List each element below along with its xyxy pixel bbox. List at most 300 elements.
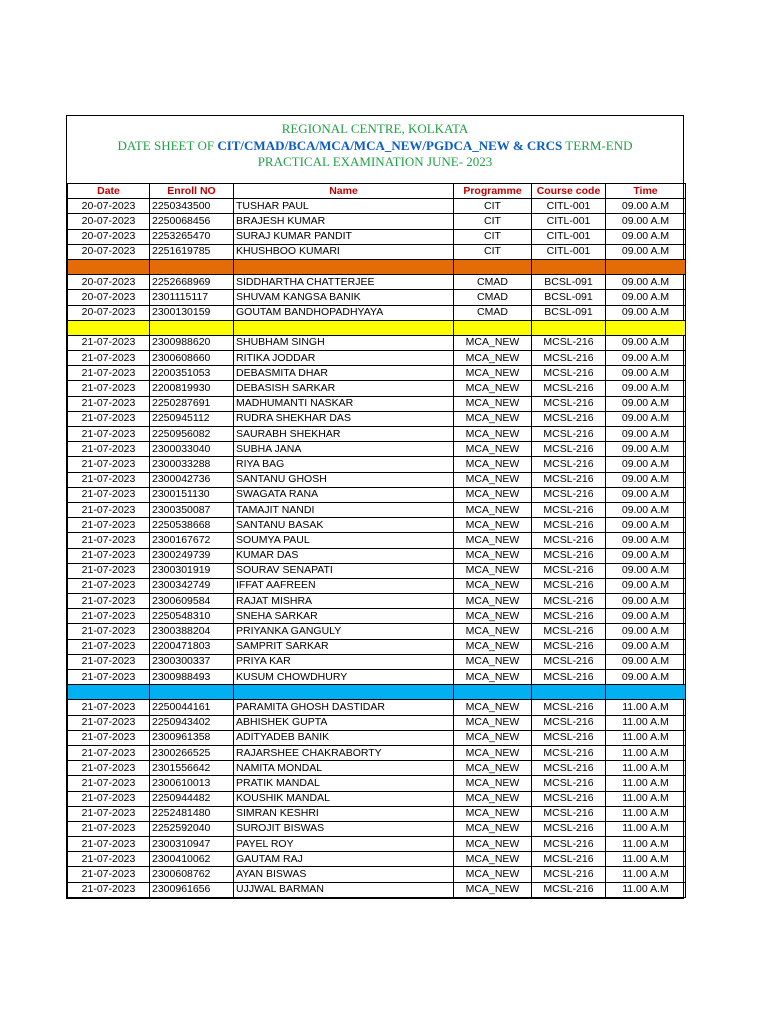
course-code-cell: MCSL-216 bbox=[532, 852, 606, 867]
time-cell: 09.00 A.M bbox=[606, 381, 686, 396]
separator-cell bbox=[150, 259, 234, 274]
course-code-cell: MCSL-216 bbox=[532, 821, 606, 836]
table-row bbox=[68, 502, 686, 517]
name-cell: SAMPRIT SARKAR bbox=[234, 639, 454, 654]
programme-cell: MCA_NEW bbox=[454, 457, 532, 472]
separator-cell bbox=[234, 259, 454, 274]
date-cell: 21-07-2023 bbox=[68, 457, 150, 472]
name-cell: IFFAT AAFREEN bbox=[234, 578, 454, 593]
time-cell: 09.00 A.M bbox=[606, 290, 686, 305]
date-cell: 21-07-2023 bbox=[68, 335, 150, 350]
date-cell: 21-07-2023 bbox=[68, 518, 150, 533]
date-cell: 21-07-2023 bbox=[68, 624, 150, 639]
name-cell: SHUVAM KANGSA BANIK bbox=[234, 290, 454, 305]
time-cell: 09.00 A.M bbox=[606, 427, 686, 442]
time-cell: 11.00 A.M bbox=[606, 730, 686, 745]
course-code-cell: MCSL-216 bbox=[532, 457, 606, 472]
programme-cell: CIT bbox=[454, 229, 532, 244]
separator-cell bbox=[454, 259, 532, 274]
time-cell: 09.00 A.M bbox=[606, 670, 686, 685]
enroll-cell: 2300608762 bbox=[150, 867, 234, 882]
programme-cell: MCA_NEW bbox=[454, 335, 532, 350]
programme-cell: CIT bbox=[454, 199, 532, 214]
enroll-cell: 2250287691 bbox=[150, 396, 234, 411]
course-code-cell: MCSL-216 bbox=[532, 411, 606, 426]
date-cell: 20-07-2023 bbox=[68, 244, 150, 259]
programme-cell: MCA_NEW bbox=[454, 852, 532, 867]
course-code-cell: MCSL-216 bbox=[532, 776, 606, 791]
programme-cell: MCA_NEW bbox=[454, 639, 532, 654]
separator-cell bbox=[606, 685, 686, 700]
date-sheet-title bbox=[67, 138, 683, 155]
date-cell: 20-07-2023 bbox=[68, 229, 150, 244]
time-cell: 09.00 A.M bbox=[606, 396, 686, 411]
name-cell: KOUSHIK MANDAL bbox=[234, 791, 454, 806]
programme-cell: MCA_NEW bbox=[454, 821, 532, 836]
programme-cell: MCA_NEW bbox=[454, 624, 532, 639]
time-cell: 09.00 A.M bbox=[606, 305, 686, 320]
name-cell: UJJWAL BARMAN bbox=[234, 882, 454, 897]
programme-cell: MCA_NEW bbox=[454, 533, 532, 548]
separator-cell bbox=[68, 259, 150, 274]
time-cell: 09.00 A.M bbox=[606, 533, 686, 548]
programme-cell: MCA_NEW bbox=[454, 654, 532, 669]
table-row bbox=[68, 290, 686, 305]
name-cell: SANTANU GHOSH bbox=[234, 472, 454, 487]
name-cell: DEBASMITA DHAR bbox=[234, 366, 454, 381]
enroll-cell: 2250548310 bbox=[150, 609, 234, 624]
col-header-time: Time bbox=[606, 184, 686, 199]
group-separator-row bbox=[68, 320, 686, 335]
enroll-cell: 2300608660 bbox=[150, 351, 234, 366]
name-cell: PRIYA KAR bbox=[234, 654, 454, 669]
programme-cell: MCA_NEW bbox=[454, 837, 532, 852]
enroll-cell: 2300310947 bbox=[150, 837, 234, 852]
col-header-name: Name bbox=[234, 184, 454, 199]
enroll-cell: 2250538668 bbox=[150, 518, 234, 533]
programme-cell: MCA_NEW bbox=[454, 366, 532, 381]
sheet-header bbox=[67, 116, 683, 183]
course-code-cell: MCSL-216 bbox=[532, 442, 606, 457]
programme-cell: MCA_NEW bbox=[454, 487, 532, 502]
centre-title: REGIONAL CENTRE, KOLKATA bbox=[281, 121, 469, 136]
name-cell: GOUTAM BANDHOPADHYAYA bbox=[234, 305, 454, 320]
time-cell: 09.00 A.M bbox=[606, 654, 686, 669]
table-row bbox=[68, 533, 686, 548]
name-cell: SIDDHARTHA CHATTERJEE bbox=[234, 275, 454, 290]
name-cell: SHUBHAM SINGH bbox=[234, 335, 454, 350]
course-code-cell: MCSL-216 bbox=[532, 639, 606, 654]
time-cell: 11.00 A.M bbox=[606, 791, 686, 806]
name-cell: PRATIK MANDAL bbox=[234, 776, 454, 791]
table-row bbox=[68, 548, 686, 563]
date-cell: 21-07-2023 bbox=[68, 882, 150, 897]
exam-title: PRACTICAL EXAMINATION JUNE- 2023 bbox=[257, 154, 493, 169]
enroll-cell: 2250068456 bbox=[150, 214, 234, 229]
course-code-cell: MCSL-216 bbox=[532, 806, 606, 821]
programme-cell: MCA_NEW bbox=[454, 806, 532, 821]
programme-cell: MCA_NEW bbox=[454, 882, 532, 897]
programme-cell: CIT bbox=[454, 244, 532, 259]
table-row bbox=[68, 411, 686, 426]
table-row bbox=[68, 381, 686, 396]
course-code-cell: MCSL-216 bbox=[532, 518, 606, 533]
table-row bbox=[68, 305, 686, 320]
time-cell: 09.00 A.M bbox=[606, 442, 686, 457]
programme-cell: MCA_NEW bbox=[454, 518, 532, 533]
name-cell: PARAMITA GHOSH DASTIDAR bbox=[234, 700, 454, 715]
table-row bbox=[68, 624, 686, 639]
name-cell: KUMAR DAS bbox=[234, 548, 454, 563]
name-cell: RITIKA JODDAR bbox=[234, 351, 454, 366]
col-header-date: Date bbox=[68, 184, 150, 199]
table-row bbox=[68, 594, 686, 609]
enroll-cell: 2300249739 bbox=[150, 548, 234, 563]
table-row bbox=[68, 275, 686, 290]
date-cell: 21-07-2023 bbox=[68, 639, 150, 654]
course-code-cell: BCSL-091 bbox=[532, 305, 606, 320]
time-cell: 09.00 A.M bbox=[606, 335, 686, 350]
separator-cell bbox=[68, 685, 150, 700]
enroll-cell: 2252668969 bbox=[150, 275, 234, 290]
name-cell: PRIYANKA GANGULY bbox=[234, 624, 454, 639]
programme-cell: MCA_NEW bbox=[454, 396, 532, 411]
course-code-cell: MCSL-216 bbox=[532, 791, 606, 806]
enroll-cell: 2300151130 bbox=[150, 487, 234, 502]
date-cell: 21-07-2023 bbox=[68, 761, 150, 776]
name-cell: TUSHAR PAUL bbox=[234, 199, 454, 214]
date-cell: 21-07-2023 bbox=[68, 776, 150, 791]
table-row bbox=[68, 837, 686, 852]
date-cell: 21-07-2023 bbox=[68, 654, 150, 669]
time-cell: 09.00 A.M bbox=[606, 244, 686, 259]
separator-cell bbox=[532, 320, 606, 335]
name-cell: SUBHA JANA bbox=[234, 442, 454, 457]
enroll-cell: 2300988620 bbox=[150, 335, 234, 350]
name-cell: ADITYADEB BANIK bbox=[234, 730, 454, 745]
time-cell: 11.00 A.M bbox=[606, 745, 686, 760]
group-separator-row bbox=[68, 259, 686, 274]
table-row bbox=[68, 229, 686, 244]
group-separator-row bbox=[68, 685, 686, 700]
date-cell: 21-07-2023 bbox=[68, 472, 150, 487]
programme-cell: MCA_NEW bbox=[454, 776, 532, 791]
date-cell: 21-07-2023 bbox=[68, 700, 150, 715]
table-row bbox=[68, 335, 686, 350]
course-code-cell: MCSL-216 bbox=[532, 594, 606, 609]
course-code-cell: MCSL-216 bbox=[532, 351, 606, 366]
course-code-cell: MCSL-216 bbox=[532, 472, 606, 487]
separator-cell bbox=[234, 685, 454, 700]
course-code-cell: MCSL-216 bbox=[532, 670, 606, 685]
separator-cell bbox=[68, 320, 150, 335]
table-row bbox=[68, 366, 686, 381]
date-cell: 21-07-2023 bbox=[68, 533, 150, 548]
course-code-cell: MCSL-216 bbox=[532, 533, 606, 548]
course-code-cell: MCSL-216 bbox=[532, 654, 606, 669]
date-cell: 21-07-2023 bbox=[68, 745, 150, 760]
enroll-cell: 2300266525 bbox=[150, 745, 234, 760]
table-row bbox=[68, 745, 686, 760]
enroll-cell: 2250945112 bbox=[150, 411, 234, 426]
time-cell: 11.00 A.M bbox=[606, 821, 686, 836]
enroll-cell: 2300301919 bbox=[150, 563, 234, 578]
date-cell: 21-07-2023 bbox=[68, 791, 150, 806]
course-code-cell: BCSL-091 bbox=[532, 290, 606, 305]
enroll-cell: 2250956082 bbox=[150, 427, 234, 442]
programme-cell: CIT bbox=[454, 214, 532, 229]
name-cell: KUSUM CHOWDHURY bbox=[234, 670, 454, 685]
date-cell: 21-07-2023 bbox=[68, 487, 150, 502]
enroll-cell: 2300042736 bbox=[150, 472, 234, 487]
col-header-enroll: Enroll NO bbox=[150, 184, 234, 199]
course-code-cell: MCSL-216 bbox=[532, 867, 606, 882]
name-cell: KHUSHBOO KUMARI bbox=[234, 244, 454, 259]
table-row bbox=[68, 214, 686, 229]
programme-cell: MCA_NEW bbox=[454, 472, 532, 487]
time-cell: 11.00 A.M bbox=[606, 715, 686, 730]
course-code-cell: CITL-001 bbox=[532, 199, 606, 214]
programme-cell: MCA_NEW bbox=[454, 594, 532, 609]
time-cell: 09.00 A.M bbox=[606, 624, 686, 639]
time-cell: 09.00 A.M bbox=[606, 411, 686, 426]
name-cell: SAURABH SHEKHAR bbox=[234, 427, 454, 442]
col-header-programme: Programme bbox=[454, 184, 532, 199]
enroll-cell: 2300961656 bbox=[150, 882, 234, 897]
programme-cell: MCA_NEW bbox=[454, 700, 532, 715]
table-row bbox=[68, 867, 686, 882]
date-cell: 21-07-2023 bbox=[68, 730, 150, 745]
time-cell: 09.00 A.M bbox=[606, 351, 686, 366]
time-cell: 09.00 A.M bbox=[606, 578, 686, 593]
name-cell: DEBASISH SARKAR bbox=[234, 381, 454, 396]
separator-cell bbox=[532, 685, 606, 700]
course-code-cell: MCSL-216 bbox=[532, 427, 606, 442]
date-cell: 20-07-2023 bbox=[68, 275, 150, 290]
course-code-cell: MCSL-216 bbox=[532, 487, 606, 502]
time-cell: 09.00 A.M bbox=[606, 518, 686, 533]
name-cell: ABHISHEK GUPTA bbox=[234, 715, 454, 730]
table-row bbox=[68, 882, 686, 897]
enroll-cell: 2300610013 bbox=[150, 776, 234, 791]
separator-cell bbox=[150, 685, 234, 700]
col-header-course-code: Course code bbox=[532, 184, 606, 199]
enroll-cell: 2250944482 bbox=[150, 791, 234, 806]
name-cell: TAMAJIT NANDI bbox=[234, 502, 454, 517]
course-code-cell: CITL-001 bbox=[532, 244, 606, 259]
time-cell: 09.00 A.M bbox=[606, 639, 686, 654]
date-cell: 20-07-2023 bbox=[68, 214, 150, 229]
name-cell: SOUMYA PAUL bbox=[234, 533, 454, 548]
programme-cell: MCA_NEW bbox=[454, 715, 532, 730]
time-cell: 09.00 A.M bbox=[606, 275, 686, 290]
time-cell: 09.00 A.M bbox=[606, 487, 686, 502]
time-cell: 11.00 A.M bbox=[606, 852, 686, 867]
course-code-cell: MCSL-216 bbox=[532, 396, 606, 411]
date-cell: 21-07-2023 bbox=[68, 594, 150, 609]
table-row bbox=[68, 563, 686, 578]
course-code-cell: MCSL-216 bbox=[532, 366, 606, 381]
table-row bbox=[68, 806, 686, 821]
programme-cell: MCA_NEW bbox=[454, 578, 532, 593]
time-cell: 09.00 A.M bbox=[606, 563, 686, 578]
enroll-cell: 2300342749 bbox=[150, 578, 234, 593]
name-cell: SANTANU BASAK bbox=[234, 518, 454, 533]
programme-cell: MCA_NEW bbox=[454, 502, 532, 517]
time-cell: 09.00 A.M bbox=[606, 457, 686, 472]
date-cell: 21-07-2023 bbox=[68, 563, 150, 578]
course-code-cell: MCSL-216 bbox=[532, 502, 606, 517]
programme-cell: CMAD bbox=[454, 275, 532, 290]
course-code-cell: BCSL-091 bbox=[532, 275, 606, 290]
date-cell: 20-07-2023 bbox=[68, 290, 150, 305]
course-code-cell: CITL-001 bbox=[532, 229, 606, 244]
course-code-cell: MCSL-216 bbox=[532, 761, 606, 776]
date-cell: 21-07-2023 bbox=[68, 396, 150, 411]
programme-cell: MCA_NEW bbox=[454, 745, 532, 760]
date-cell: 21-07-2023 bbox=[68, 837, 150, 852]
enroll-cell: 2300350087 bbox=[150, 502, 234, 517]
table-row bbox=[68, 351, 686, 366]
enroll-cell: 2300388204 bbox=[150, 624, 234, 639]
table-row bbox=[68, 776, 686, 791]
enroll-cell: 2300167672 bbox=[150, 533, 234, 548]
time-cell: 11.00 A.M bbox=[606, 867, 686, 882]
enroll-cell: 2300609584 bbox=[150, 594, 234, 609]
date-cell: 21-07-2023 bbox=[68, 867, 150, 882]
programme-cell: MCA_NEW bbox=[454, 609, 532, 624]
programme-cell: MCA_NEW bbox=[454, 791, 532, 806]
time-cell: 11.00 A.M bbox=[606, 837, 686, 852]
enroll-cell: 2250343500 bbox=[150, 199, 234, 214]
course-code-cell: MCSL-216 bbox=[532, 624, 606, 639]
time-cell: 11.00 A.M bbox=[606, 776, 686, 791]
date-cell: 21-07-2023 bbox=[68, 427, 150, 442]
table-row bbox=[68, 700, 686, 715]
separator-cell bbox=[532, 259, 606, 274]
enroll-cell: 2200819930 bbox=[150, 381, 234, 396]
enroll-cell: 2252481480 bbox=[150, 806, 234, 821]
table-row bbox=[68, 244, 686, 259]
date-cell: 21-07-2023 bbox=[68, 852, 150, 867]
separator-cell bbox=[606, 259, 686, 274]
date-cell: 21-07-2023 bbox=[68, 609, 150, 624]
time-cell: 09.00 A.M bbox=[606, 609, 686, 624]
name-cell: PAYEL ROY bbox=[234, 837, 454, 852]
table-row bbox=[68, 472, 686, 487]
separator-cell bbox=[150, 320, 234, 335]
table-row bbox=[68, 199, 686, 214]
course-code-cell: MCSL-216 bbox=[532, 837, 606, 852]
enroll-cell: 2300300337 bbox=[150, 654, 234, 669]
time-cell: 09.00 A.M bbox=[606, 548, 686, 563]
name-cell: SWAGATA RANA bbox=[234, 487, 454, 502]
course-code-cell: MCSL-216 bbox=[532, 882, 606, 897]
table-row bbox=[68, 518, 686, 533]
name-cell: MADHUMANTI NASKAR bbox=[234, 396, 454, 411]
name-cell: GAUTAM RAJ bbox=[234, 852, 454, 867]
enroll-cell: 2252592040 bbox=[150, 821, 234, 836]
name-cell: RAJARSHEE CHAKRABORTY bbox=[234, 745, 454, 760]
enroll-cell: 2301115117 bbox=[150, 290, 234, 305]
table-row bbox=[68, 670, 686, 685]
table-row bbox=[68, 487, 686, 502]
programme-cell: MCA_NEW bbox=[454, 867, 532, 882]
time-cell: 11.00 A.M bbox=[606, 700, 686, 715]
enroll-cell: 2253265470 bbox=[150, 229, 234, 244]
separator-cell bbox=[454, 685, 532, 700]
enroll-cell: 2300130159 bbox=[150, 305, 234, 320]
course-code-cell: CITL-001 bbox=[532, 214, 606, 229]
date-cell: 20-07-2023 bbox=[68, 199, 150, 214]
table-header-row bbox=[68, 184, 686, 199]
date-cell: 21-07-2023 bbox=[68, 670, 150, 685]
time-cell: 09.00 A.M bbox=[606, 214, 686, 229]
time-cell: 09.00 A.M bbox=[606, 229, 686, 244]
name-cell: BRAJESH KUMAR bbox=[234, 214, 454, 229]
date-cell: 21-07-2023 bbox=[68, 548, 150, 563]
table-row bbox=[68, 457, 686, 472]
time-cell: 09.00 A.M bbox=[606, 502, 686, 517]
table-row bbox=[68, 427, 686, 442]
name-cell: RUDRA SHEKHAR DAS bbox=[234, 411, 454, 426]
table-row bbox=[68, 761, 686, 776]
table-row bbox=[68, 442, 686, 457]
date-cell: 21-07-2023 bbox=[68, 821, 150, 836]
enroll-cell: 2200351053 bbox=[150, 366, 234, 381]
name-cell: SURAJ KUMAR PANDIT bbox=[234, 229, 454, 244]
programme-cell: MCA_NEW bbox=[454, 381, 532, 396]
time-cell: 11.00 A.M bbox=[606, 806, 686, 821]
enroll-cell: 2250943402 bbox=[150, 715, 234, 730]
name-cell: SNEHA SARKAR bbox=[234, 609, 454, 624]
table-row bbox=[68, 791, 686, 806]
enroll-cell: 2301556642 bbox=[150, 761, 234, 776]
course-code-cell: MCSL-216 bbox=[532, 715, 606, 730]
programme-cell: MCA_NEW bbox=[454, 563, 532, 578]
enroll-cell: 2300961358 bbox=[150, 730, 234, 745]
name-cell: RIYA BAG bbox=[234, 457, 454, 472]
table-row bbox=[68, 396, 686, 411]
enroll-cell: 2300033040 bbox=[150, 442, 234, 457]
name-cell: RAJAT MISHRA bbox=[234, 594, 454, 609]
date-cell: 21-07-2023 bbox=[68, 806, 150, 821]
course-code-cell: MCSL-216 bbox=[532, 578, 606, 593]
date-cell: 21-07-2023 bbox=[68, 411, 150, 426]
time-cell: 09.00 A.M bbox=[606, 472, 686, 487]
programme-cell: MCA_NEW bbox=[454, 427, 532, 442]
name-cell: AYAN BISWAS bbox=[234, 867, 454, 882]
enroll-cell: 2300988493 bbox=[150, 670, 234, 685]
date-sheet bbox=[66, 115, 684, 899]
course-code-cell: MCSL-216 bbox=[532, 700, 606, 715]
programme-cell: MCA_NEW bbox=[454, 442, 532, 457]
course-code-cell: MCSL-216 bbox=[532, 609, 606, 624]
date-cell: 21-07-2023 bbox=[68, 502, 150, 517]
table-row bbox=[68, 730, 686, 745]
separator-cell bbox=[234, 320, 454, 335]
table-row bbox=[68, 821, 686, 836]
programme-cell: CMAD bbox=[454, 290, 532, 305]
programme-cell: MCA_NEW bbox=[454, 670, 532, 685]
programme-cell: MCA_NEW bbox=[454, 730, 532, 745]
course-code-cell: MCSL-216 bbox=[532, 548, 606, 563]
name-cell: SIMRAN KESHRI bbox=[234, 806, 454, 821]
table-body bbox=[68, 199, 686, 898]
programme-cell: MCA_NEW bbox=[454, 351, 532, 366]
programme-cell: MCA_NEW bbox=[454, 761, 532, 776]
course-code-cell: MCSL-216 bbox=[532, 335, 606, 350]
